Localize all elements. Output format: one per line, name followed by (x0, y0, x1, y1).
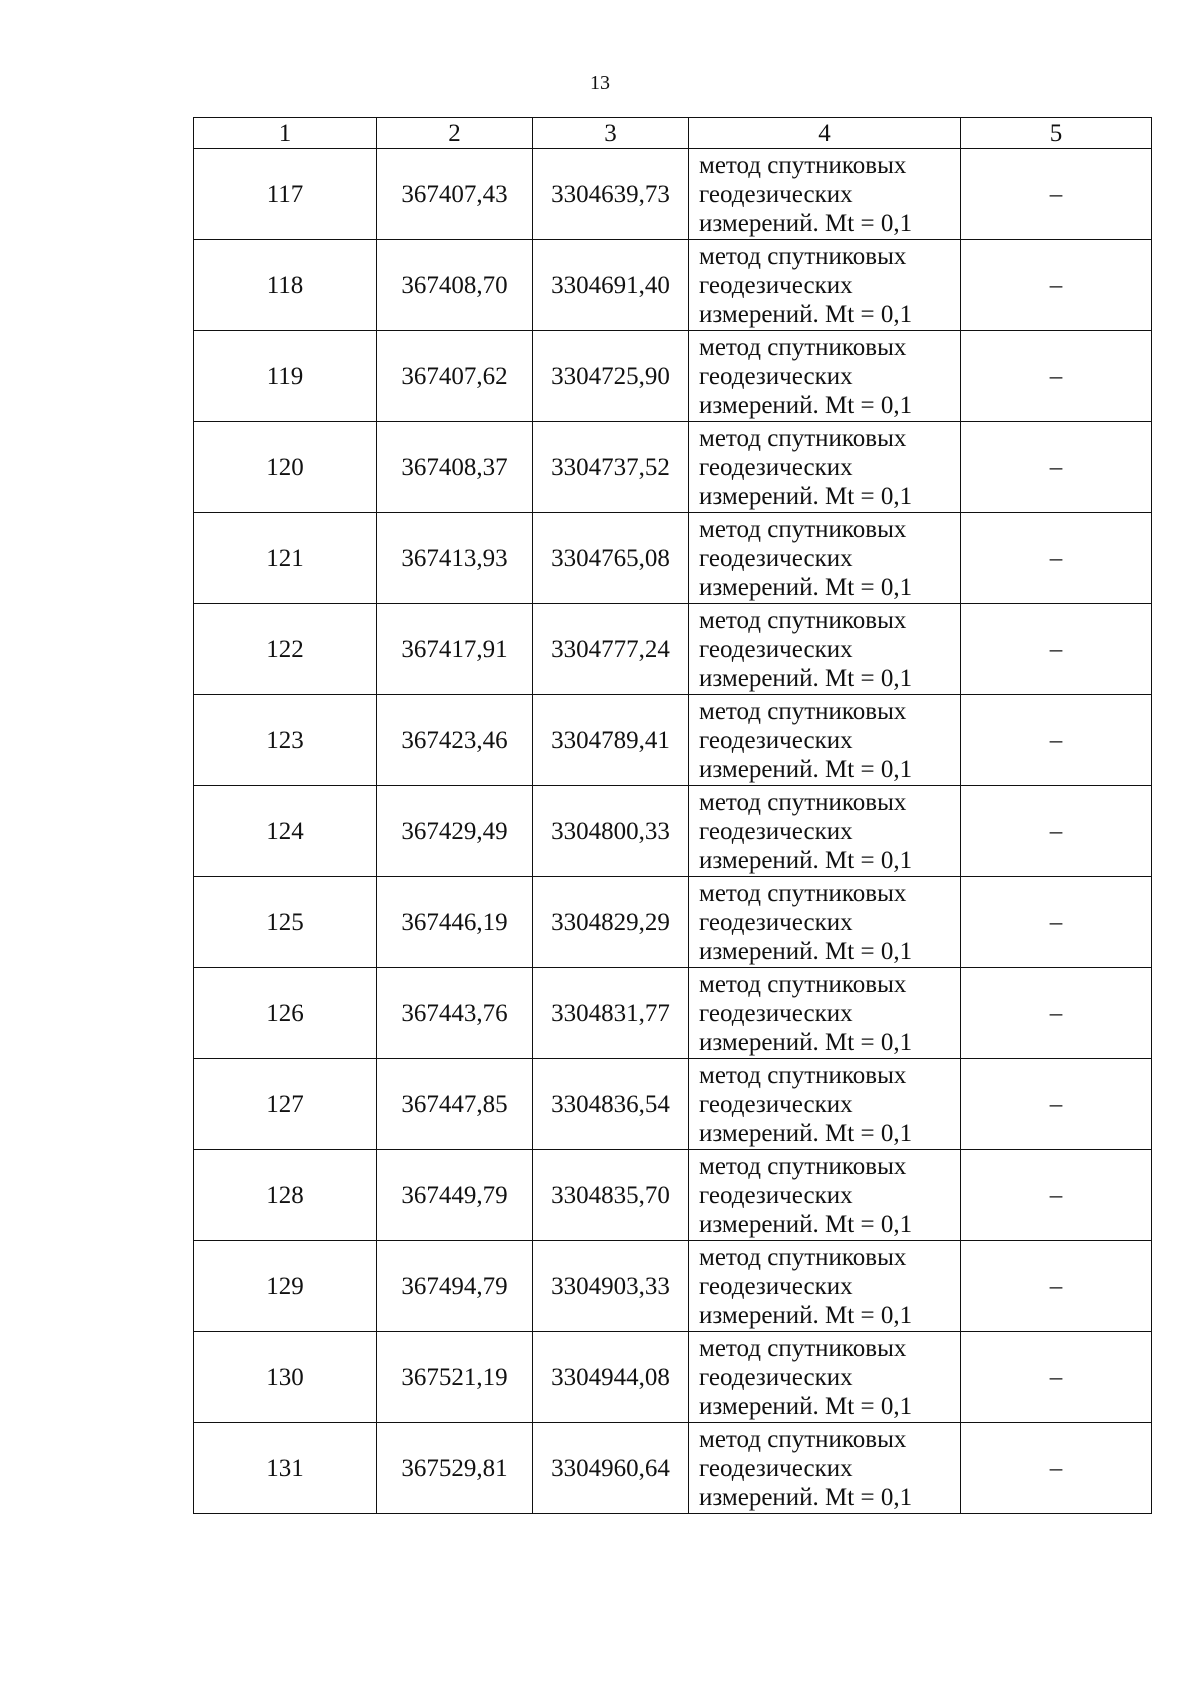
y-coordinate-cell: 3304737,52 (533, 422, 689, 513)
table-row (194, 786, 1152, 877)
point-number-cell: 127 (194, 1059, 377, 1150)
table-row (194, 695, 1152, 786)
column-header: 3 (533, 118, 689, 149)
column-header: 2 (377, 118, 533, 149)
y-coordinate-cell: 3304835,70 (533, 1150, 689, 1241)
note-cell: – (961, 968, 1152, 1059)
table-row (194, 331, 1152, 422)
table-body (194, 149, 1152, 1514)
note-cell: – (961, 786, 1152, 877)
table-row (194, 1332, 1152, 1423)
note-cell: – (961, 604, 1152, 695)
table-row (194, 1241, 1152, 1332)
table-row (194, 604, 1152, 695)
method-cell: метод спутниковых геодезических измерений. Mt = 0,1 (689, 695, 961, 786)
note-cell: – (961, 1241, 1152, 1332)
x-coordinate-cell: 367423,46 (377, 695, 533, 786)
table-row (194, 968, 1152, 1059)
method-cell: метод спутниковых геодезических измерений. Mt = 0,1 (689, 1150, 961, 1241)
note-cell: – (961, 1150, 1152, 1241)
method-cell: метод спутниковых геодезических измерений. Mt = 0,1 (689, 422, 961, 513)
point-number-cell: 118 (194, 240, 377, 331)
x-coordinate-cell: 367494,79 (377, 1241, 533, 1332)
point-number-cell: 128 (194, 1150, 377, 1241)
note-cell: – (961, 1423, 1152, 1514)
y-coordinate-cell: 3304800,33 (533, 786, 689, 877)
x-coordinate-cell: 367529,81 (377, 1423, 533, 1514)
table-row (194, 149, 1152, 240)
note-cell: – (961, 877, 1152, 968)
point-number-cell: 122 (194, 604, 377, 695)
column-header: 1 (194, 118, 377, 149)
point-number-cell: 126 (194, 968, 377, 1059)
method-cell: метод спутниковых геодезических измерений. Mt = 0,1 (689, 1332, 961, 1423)
y-coordinate-cell: 3304836,54 (533, 1059, 689, 1150)
x-coordinate-cell: 367408,70 (377, 240, 533, 331)
x-coordinate-cell: 367429,49 (377, 786, 533, 877)
method-cell: метод спутниковых геодезических измерений. Mt = 0,1 (689, 1059, 961, 1150)
note-cell: – (961, 1332, 1152, 1423)
y-coordinate-cell: 3304903,33 (533, 1241, 689, 1332)
y-coordinate-cell: 3304789,41 (533, 695, 689, 786)
x-coordinate-cell: 367521,19 (377, 1332, 533, 1423)
method-cell: метод спутниковых геодезических измерений. Mt = 0,1 (689, 1241, 961, 1332)
method-cell: метод спутниковых геодезических измерений. Mt = 0,1 (689, 968, 961, 1059)
note-cell: – (961, 513, 1152, 604)
point-number-cell: 123 (194, 695, 377, 786)
y-coordinate-cell: 3304829,29 (533, 877, 689, 968)
method-cell: метод спутниковых геодезических измерений. Mt = 0,1 (689, 513, 961, 604)
y-coordinate-cell: 3304831,77 (533, 968, 689, 1059)
y-coordinate-cell: 3304777,24 (533, 604, 689, 695)
point-number-cell: 130 (194, 1332, 377, 1423)
note-cell: – (961, 149, 1152, 240)
y-coordinate-cell: 3304944,08 (533, 1332, 689, 1423)
x-coordinate-cell: 367446,19 (377, 877, 533, 968)
table-row (194, 877, 1152, 968)
coordinates-table (193, 117, 1152, 1514)
point-number-cell: 117 (194, 149, 377, 240)
x-coordinate-cell: 367417,91 (377, 604, 533, 695)
y-coordinate-cell: 3304639,73 (533, 149, 689, 240)
note-cell: – (961, 331, 1152, 422)
x-coordinate-cell: 367449,79 (377, 1150, 533, 1241)
table-row (194, 1423, 1152, 1514)
method-cell: метод спутниковых геодезических измерений. Mt = 0,1 (689, 240, 961, 331)
method-cell: метод спутниковых геодезических измерений. Mt = 0,1 (689, 604, 961, 695)
y-coordinate-cell: 3304725,90 (533, 331, 689, 422)
header-row (194, 118, 1152, 149)
point-number-cell: 120 (194, 422, 377, 513)
x-coordinate-cell: 367408,37 (377, 422, 533, 513)
column-header: 4 (689, 118, 961, 149)
table-row (194, 422, 1152, 513)
note-cell: – (961, 240, 1152, 331)
x-coordinate-cell: 367413,93 (377, 513, 533, 604)
x-coordinate-cell: 367447,85 (377, 1059, 533, 1150)
note-cell: – (961, 422, 1152, 513)
method-cell: метод спутниковых геодезических измерений. Mt = 0,1 (689, 331, 961, 422)
x-coordinate-cell: 367443,76 (377, 968, 533, 1059)
note-cell: – (961, 695, 1152, 786)
y-coordinate-cell: 3304765,08 (533, 513, 689, 604)
method-cell: метод спутниковых геодезических измерений. Mt = 0,1 (689, 149, 961, 240)
point-number-cell: 129 (194, 1241, 377, 1332)
point-number-cell: 121 (194, 513, 377, 604)
point-number-cell: 125 (194, 877, 377, 968)
method-cell: метод спутниковых геодезических измерений. Mt = 0,1 (689, 786, 961, 877)
x-coordinate-cell: 367407,43 (377, 149, 533, 240)
point-number-cell: 124 (194, 786, 377, 877)
point-number-cell: 119 (194, 331, 377, 422)
method-cell: метод спутниковых геодезических измерений. Mt = 0,1 (689, 877, 961, 968)
note-cell: – (961, 1059, 1152, 1150)
column-header: 5 (961, 118, 1152, 149)
page-number: 13 (590, 72, 610, 94)
y-coordinate-cell: 3304960,64 (533, 1423, 689, 1514)
table-row (194, 240, 1152, 331)
table-row (194, 513, 1152, 604)
x-coordinate-cell: 367407,62 (377, 331, 533, 422)
table-row (194, 1150, 1152, 1241)
point-number-cell: 131 (194, 1423, 377, 1514)
y-coordinate-cell: 3304691,40 (533, 240, 689, 331)
table-row (194, 1059, 1152, 1150)
method-cell: метод спутниковых геодезических измерений. Mt = 0,1 (689, 1423, 961, 1514)
